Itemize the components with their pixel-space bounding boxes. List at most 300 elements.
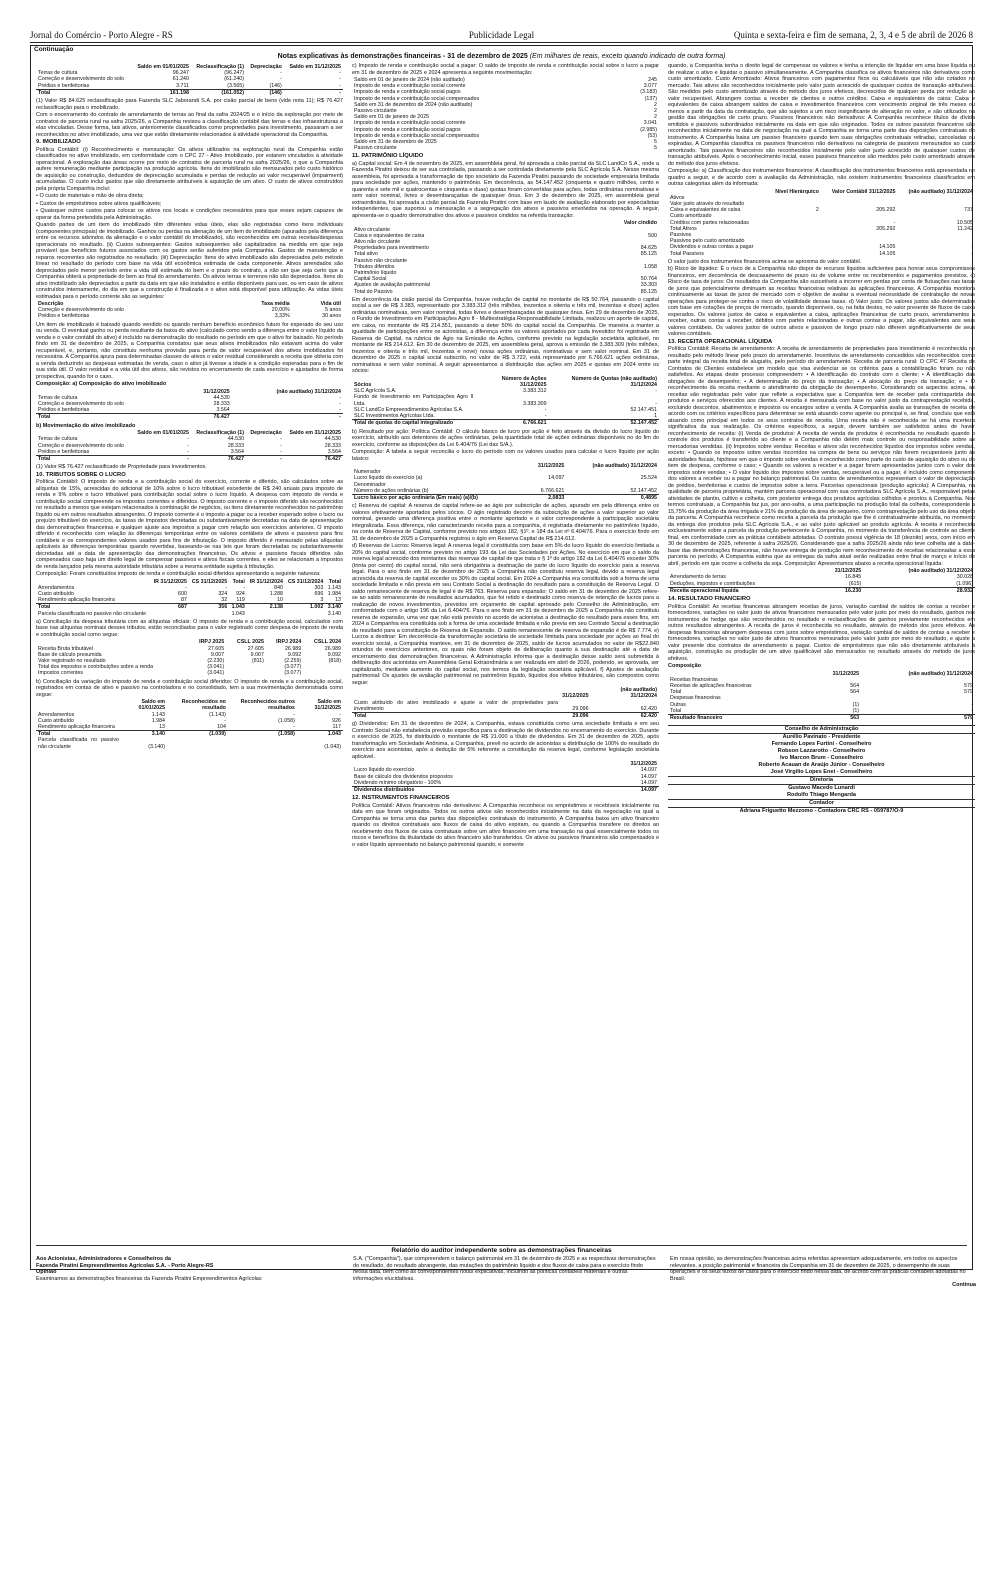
table-cell-value: 13 (335, 597, 341, 604)
table-row-label: Correção e desenvolvimento do solo (38, 442, 124, 449)
table-cell-value: 2 (654, 108, 657, 115)
paragraph: d) Reservas de Lucros: Reserva legal: A reserva legal é constituída com base em 5% do lucro líquido do exercício limitada a 20% do capital social, conforme previsto no artigo 193 da Lei das Sociedades por Ações. No exercício em que o saldo da reserva legal acrescido dos montantes das reservas de capital de que trata o § 1º do artigo 182 da Lei 6.404/76 exceder 30% (trinta por cento) do capital social, não será obrigatória a destinação de parte do lucro líquido do exercício para a reserva legal. Para o ano findo em 31 de dezembro de 2025 a Companhia não constituiu reserva legal, devido a reserva legal acrescida da reserva de capital exceder os 30% do capital social. Em 2024 a Companhia era constituída sob a forma de uma sociedade limitada e não previa em seu Contrato Social a destinação do resultado para a constituição de Reserva Legal. O saldo remanescente de reserva de legal é de R$ 763. Reserva para expansão: O saldo em 31 de dezembro de 2025 refere-se ao saldo remanescente de resultados acumulados, que foi retido e destinado como reserva de retenção de lucros para a realização de novos investimentos, previstos em orçamento de capital aprovado pelo Conselho de Administração, em conformidade com o artigo 196 da Lei 6.404/76. Para o ano findo em 31 de dezembro de 2025 a Companhia não constituiu reserva de expansão, uma vez que não está previsto no acordo de acionistas a destinação do resultado para esses fins, em 2024 a Companhia era constituída sob a forma de uma sociedade limitada e não previa em seu Contrato Social a destinação do resultado para a constituição de Reserva de Expansão. O saldo remanescente de reserva de expansão é de R$ 7.774. e) Lucros a destinar: Em decorrência da transformação societária de sociedade limitada para sociedade por ações ao final do exercício social, a Companhia manteve, em 31 de dezembro de 2025, saldo de lucros acumulados no valor de R$22.840 oriundos de exercícios anteriores, os quais não foram objeto de deliberação quanto à sua destinação até a data de encerramento das demonstrações financeiras. A Administração informa que a destinação desse saldo será submetida à deliberação dos acionistas em Assembleia Geral Extraordinária a ser realizada em abril de 2026, podendo, se aprovada, ser capitalizado, mediante aumento do capital social, nos termos da legislação societária aplicável. f) Ajustes de avaliação patrimonial: Os ajustes de avaliação patrimonial no patrimônio líquido, líquidos dos efeitos tributários, são compostos como segue: (352, 543, 659, 686)
table-row-label: Custo atribuído do ativo imobilizado e ajuste a valor de propriedades para investimento (354, 699, 559, 712)
table-header-cell: Vida útil (320, 301, 341, 308)
table-cell-value: 924 (236, 591, 245, 598)
table-row (352, 780, 659, 787)
table-row-label: Numerador (354, 469, 381, 476)
table-cell-value: - (339, 407, 341, 414)
table-deferred-taxes (36, 579, 343, 617)
table-cell-value: 6.766.621 (475, 420, 548, 427)
table-header-cell: Taxa média (261, 301, 290, 308)
bullet-item: • Custos de empréstimos sobre ativos qualificáveis; (36, 200, 162, 207)
table-cell-value: 16.230 (813, 587, 863, 594)
table-cell-value: 16.845 (845, 574, 862, 581)
section-heading: 11. PATRIMÔNIO LÍQUIDO (352, 153, 424, 160)
paragraph: b) Risco de liquidez: É o risco de a Companhia não dispor de recursos líquidos suficientes para honrar seus compromissos financeiros, em decorrência de descasamento de prazo ou de volume entre os recebimentos e pagamentos previstos. c) Risco de taxa de juros: Os resultados da Companhia são suscetíveis a incorrer em perdas por conta de flutuações nas taxas de juros que potencialmente diminuam as receitas financeiras relativas às aplicações financeiras. A Companhia monitora continuamente as taxas de juros de mercado com o objetivo de avaliar a eventual necessidade de contratação de novas operações para proteger-se contra o risco de volatilidade dessas taxas. d) Valor justo: Os valores justos são determinados com base em cotações de preços de mercado, quando disponíveis, ou, na falta destes, no valor presente de fluxos de caixa esperados. Os valores justos de caixa e equivalentes a caixa, aplicações financeiras de curto prazo, arrendamentos a receber, outras contas a receber, débitos com partes relacionadas e outras contas a pagar, são equivalentes aos seus valores contábeis. Os valores justos de outros ativos e passivos de longo prazo não diferem significativamente de seus valores contábeis. (668, 266, 975, 338)
table-row (352, 394, 659, 406)
paragraph: b) Resultado por ação: Política Contábil: O cálculo básico de lucro por ação é feito através da divisão do lucro líquido do exercício, atribuído aos detentores de ações ordinárias, pela quantidade total de ações ordinárias disponíveis no do fim do exercício, conforme as disposições da Lei 6.404/76 (Lei das S/A.). (352, 428, 659, 448)
paragraph: Com o encerramento do contrato de arrendamento de terras ao final da safra 2024/25 e o início da exploração por meio de contratos de parceria rural na safra 2025/26, a Companhia revisou a classificação contábil das terras e das infraestruturas a elas vinculadas. Desse forma, tais ativos, anteriormente classificados como propriedades para investimento, passaram a ser reconhecidos no ativo imobilizado, uma vez que estão diretamente relacionados à atividade operacional da Companhia. (36, 112, 343, 138)
table-cell-value (167, 737, 228, 749)
table-cell-value: 5 (654, 139, 657, 146)
table-cell-value: 1.043 (231, 610, 245, 617)
table-cell-value: 26.989 (324, 645, 341, 652)
table-row-label: Base de cálculo presumida (38, 651, 102, 658)
table-cell-value: - (655, 388, 657, 395)
table-cell-value (151, 611, 189, 617)
subheading: Composição (668, 663, 702, 670)
table-header-cell: 31/12/2025 (630, 761, 657, 768)
table-cell-value: 14.105 (879, 244, 896, 251)
table-cell-value: 926 (332, 717, 341, 724)
table-cell-value: 96.247 (172, 70, 189, 77)
table-row-label: Saldo em 01 de janeiro de 2024 (não auditado) (354, 77, 465, 83)
table-cell-value: - (187, 448, 189, 455)
subheading: Composição: a) Composição do ativo imobilizado (36, 381, 167, 388)
table-row-label: Resultado financeiro (668, 714, 810, 721)
table-cell-value: 50.764 (640, 276, 657, 283)
table-cell-value: (1.143) (209, 711, 226, 718)
table-header-cell: CSLL 2025 (236, 639, 264, 646)
table-cell-value: - (185, 584, 187, 591)
table-cell-value: - (293, 723, 295, 730)
table-cell-value: 30.028 (956, 574, 973, 581)
table-cell-value: 2 (654, 114, 657, 121)
table-header-cell: Número de Ações 31/12/2025 (501, 375, 547, 389)
table-row (36, 597, 343, 604)
table-row-label: Correção e desenvolvimento do solo (38, 307, 124, 314)
column-1 (36, 63, 343, 1264)
directors-title: Diretoria (668, 776, 975, 785)
table-cell-value: 1.043 (297, 731, 343, 738)
table-row-label: Receitas financeiras (670, 676, 718, 683)
table-row-label: Custo amortizado (670, 213, 712, 220)
table-header-cell: Saldo em 31/12/2025 (314, 699, 341, 712)
table-row-label: Caixa e equivalentes de caixa (670, 207, 741, 214)
table-row-label: Ajustes de avaliação patrimonial (354, 282, 430, 289)
table-cell-value: 30 anos (322, 313, 341, 320)
table-row-label: Passivos (670, 231, 692, 238)
table-row-label: Patrimônio líquido (354, 270, 397, 277)
table-total-row (352, 787, 659, 794)
table-row-label: Despesas financeiras (670, 695, 721, 702)
paragraph: Composição: Foram constituídos imposto de renda e contribuição social diferidos apresentando a seguinte natureza: (36, 571, 321, 578)
column-3 (668, 63, 975, 1264)
section-heading: 9. IMOBILIZADO (36, 139, 81, 146)
table-row-label: Prédios e benfeitorias (38, 407, 90, 414)
table-cell-value: 303 (314, 584, 324, 591)
table-header-cell (352, 687, 560, 699)
table-cell-value: 52.147.451 (630, 406, 657, 413)
table-row-label: Imposto de renda e contribuição social compensados (354, 95, 480, 102)
table-cell-value: - (224, 717, 226, 724)
table-cell-value: 29.096 (572, 705, 589, 712)
table-row-label: Imposto de renda e contribuição social pagos (354, 89, 461, 96)
table-header-cell: CS 31/12/2024 (287, 578, 324, 585)
table-fixed-assets-composition (36, 389, 343, 421)
table-header-cell: Saldo em 01/01/2025 (137, 64, 189, 70)
table-header-cell: Total (232, 578, 245, 585)
table-cell-value: 356 (189, 604, 229, 611)
table-row-label: Prédios e benfeitorias (38, 448, 90, 455)
table-header-cell: Nível Hierárquico (775, 188, 819, 195)
table-row-label: Total ativo (354, 251, 378, 258)
table-cell-value: 205.292 (876, 207, 896, 214)
table-cell-value: - (280, 448, 282, 455)
table-cell-value: 29.096 (560, 713, 591, 720)
table-header-cell: Descrição (38, 301, 64, 308)
table-cell-value: 2 (654, 101, 657, 108)
table-cell-value: 1.984 (151, 717, 166, 724)
table-total-row (36, 455, 343, 462)
paragraph: Composição: a) Classificação dos instrumentos financeiros: A classificação dos instrumentos financeiros está apresentada no quadro a seguir, e de acordo com a avaliação da Administração, não existem instrumentos financeiros classificados em outras categorias além da informada: (668, 168, 975, 187)
table-total-row (352, 420, 659, 427)
accountant-title: Contador (668, 799, 975, 808)
masthead-newspaper: Jornal do Comércio - Porto Alegre - RS (30, 30, 173, 40)
table-row-label: Tributos diferidos (354, 263, 395, 270)
table-row (36, 83, 343, 90)
table-cell-value: 3.564 (327, 448, 341, 455)
table-cell-value: 14.105 (879, 250, 896, 257)
table-cell-value: 76.427 (284, 455, 343, 462)
table-row-label: Custo atribuído (38, 717, 74, 724)
table-cell-value: 1.143 (327, 584, 341, 591)
table-cell-value: 44.530 (227, 436, 245, 443)
table-row-label: Arrendamentos (38, 711, 75, 718)
table-row-label: Valor registrado no resultado (38, 657, 106, 664)
table-cell-value: 3 (320, 597, 324, 604)
table-cell-value: 2 (815, 207, 819, 214)
table-cell-value: (96.247) (224, 70, 245, 77)
table-cell-value: 87 (180, 597, 187, 604)
table-row-label: Total (36, 731, 121, 738)
table-header-cell: Total (328, 578, 341, 585)
addressee: Aos Acionistas, Administradores e Conselheiros da (36, 1256, 171, 1262)
table-cell-value: 563 (810, 714, 861, 721)
table-cell-value (247, 611, 285, 617)
table-header-cell: CS 31/12/2025 (191, 578, 228, 585)
table-cell-value: 1 (654, 413, 657, 420)
table-cell-value: (146) (269, 82, 282, 89)
table-cell-value: 205.292 (876, 225, 896, 232)
table-header-cell: 31/12/2025 (537, 463, 565, 469)
table-cell-value: 28.333 (213, 401, 230, 408)
table-cell-value: 14.097 (640, 779, 657, 786)
table-cell-value: 1.058 (643, 263, 657, 270)
auditor-report-title: Relatório do auditor independente sobre as demonstrações financeiras (391, 1247, 612, 1254)
column-2 (352, 63, 659, 1264)
table-cell-value: 52.147.452 (549, 420, 659, 427)
table-cell-value: 26.989 (284, 645, 302, 652)
paragraph: O valor justo dos instrumentos financeiros acima se aproxima do valor contábil. (668, 258, 862, 265)
legal-notice-frame (30, 45, 976, 1288)
table-cell-value: (1.058) (278, 717, 295, 724)
table-cell-value: (146) (246, 89, 284, 96)
table-cell-value (303, 670, 343, 676)
table-cell-value: - (339, 76, 341, 83)
table-cell-value: 3.140 (325, 604, 343, 611)
bullet-item: • Quaisquer outros custos para colocar os ativos nos locais e condições necessários para que esses sejam capazes de operar da forma pretendida pela Administração. (36, 208, 343, 221)
table-cell-value: 3.564 (216, 407, 230, 414)
table-cell-value: 85.125 (640, 288, 657, 295)
paragraph: a) Conciliação da despesa tributária com as alíquotas oficiais: O imposto de renda e a contribuição social, calculados com base nas alíquotas nominais desses tributos, estão reconciliados para o valor registrado como despesa de imposto de renda e contribuição social como segue: (36, 618, 343, 638)
table-cell-value: 579 (964, 689, 973, 696)
table-row-label: Caixa e equivalentes de caixa (354, 232, 425, 239)
company-name: Fazenda Piratini Empreendimentos Agrícolas S.A. - Porto Alegre-RS (36, 1262, 214, 1269)
table-row-label: Saldo em 31 de dezembro de 2025 (354, 139, 437, 146)
table-row (36, 407, 343, 414)
table-cell-value: 324 (218, 591, 228, 598)
table-cell-value: - (971, 244, 973, 251)
table-row (668, 581, 975, 588)
table-row-label: Total (670, 707, 682, 714)
table-cell-value: 1.984 (327, 591, 341, 598)
table-total-row (36, 89, 343, 96)
table-cell-value: (3.183) (640, 89, 657, 96)
table-header-cell: Reclassificação (1) (196, 430, 245, 437)
table-row (36, 449, 343, 456)
table-row-label: Número de ações ordinárias (b) (354, 487, 429, 494)
table-row-label: Denominador (354, 481, 386, 488)
table-cell-value: 117 (332, 723, 341, 730)
table-useful-life (36, 301, 343, 320)
paragraph: Composição: A tabela a seguir reconcilia o lucro do período com os valores usados para calcular o lucro líquido por ação básico: (352, 449, 659, 462)
continues-label: Continua (952, 1282, 976, 1288)
table-cell-value: - (187, 442, 189, 449)
board-member: Roberto Acauan de Araújo Júnior - Conselheiro (758, 762, 885, 769)
table-header-cell: Depreciação (250, 430, 282, 437)
notes-title-text: Notas explicativas às demonstrações financeiras - 31 de dezembro de 2025 (277, 53, 528, 60)
table-cell-value: - (284, 89, 343, 96)
table-cell-value: 61.240 (172, 76, 189, 83)
table-cell-value: 1.288 (269, 591, 283, 598)
table-cell-value: - (971, 250, 973, 257)
table-header-cell: Número de Quotas (não auditado) 31/12/2024 (571, 375, 657, 389)
note-text: (1) Valor R$ 76.427 reclassificado de Propriedade para investimentos. (36, 464, 207, 471)
table-row-label: Total (670, 689, 682, 696)
table-cell-value (189, 611, 229, 617)
table-cell-value: 245 (648, 77, 657, 83)
table-row-label: Impostos correntes (38, 670, 84, 677)
table-cell-value: - (187, 436, 189, 443)
table-header-cell: 31/12/2025 (562, 693, 589, 700)
table-tax-reconciliation (36, 639, 343, 676)
table-cell-value: - (280, 76, 282, 83)
table-cell-value: 1.043 (229, 604, 247, 611)
table-row-label: Propriedades para investimento (354, 245, 429, 252)
table-cell-value: 579 (964, 682, 973, 689)
table-row-label: Receitas de aplicações financeiras (670, 682, 752, 689)
section-heading: 10. TRIBUTOS SOBRE O LUCRO (36, 471, 126, 478)
table-cell-value: 44.530 (324, 436, 341, 443)
table-cell-value: 25.524 (640, 475, 657, 482)
table-row-label: Total Ativos (670, 225, 697, 232)
board-title: Conselho de Administração (668, 726, 975, 734)
table-cell-value: (137) (644, 95, 657, 102)
table-cell-value: 2.138 (247, 604, 285, 611)
table-cell-value: - (339, 394, 341, 401)
board-member: José Virgílio Lopes Enei - Conselheiro (770, 769, 873, 776)
table-row-label: Total (36, 604, 151, 611)
table-cell-value: - (280, 442, 282, 449)
paragraph: g) Dividendos: Em 31 de dezembro de 2024, a Companhia, estava constituída como uma sociedade limitada e em seu Contrato Social não estabelecia previsão específica para a destinação de dividendos no encerramento do exercício. Durante o exercício de 2025, foi distribuído o montante de R$ 21.000 a título de dividendos. Em 31 de dezembro de 2025, após transformação em Sociedade Anônima, a Companhia, prevê no acordo de acionistas a distribuição de 100% do resultado do exercício aos acionistas, após a dedução de 5% referente a constituição da reserva legal, conforme legislação societária aplicável. (352, 721, 659, 760)
paragraph: Um item de imobilizado é baixado quando vendido ou quando nenhum benefício econômico futuro for esperado do seu uso ou venda. O eventual ganho ou perda resultante da baixa do ativo (calculado como sendo a diferença entre o valor líquido da venda e o valor contábil do ativo) é incluído na demonstração do resultado no período em que o ativo for baixado. No período findo em 31 de dezembro de 2025, a Companhia constatou que seus ativos imobilizados não estavam acima do valor recuperável, e, portanto, não constituiu nenhuma provisão para perda de valor recuperável dos ativos imobilizados foi necessária. A Companhia apura para determinadas classes de ativos o valor residual considerando a receita que obteria com a venda deduzindo as despesas estimadas de venda, caso o ativo já tivesse a idade e a condição esperadas para o fim de sua vida útil. O valor residual e a vida útil dos ativos, são revistos no encerramento de cada exercício e ajustados de forma prospectiva, quando for o caso. (36, 321, 343, 380)
table-total-row (36, 731, 343, 738)
table-cell-value: - (971, 701, 973, 708)
table-row (36, 313, 343, 319)
table-cell-value: 840 (274, 584, 283, 591)
table-total-row (668, 587, 975, 594)
table-cell-value: 1.002 (285, 604, 325, 611)
paragraph: Política Contábil: As receitas financeiras abrangem receitas de juros, variação cambial de saldos de contas a receber e fornecedores, variações no valor justo de ativos financeiros mensurados pelo valor justo por meio do resultado, ganhos nos instrumentos de hedge que são reconhecidos no resultado e reclassificações de ganhos previamente reconhecidos em outros resultados abrangentes. A receita de juros é reconhecida no resultado, através do método dos juros efetivos. As despesas financeiras abrangem despesas com juros sobre empréstimos, variação cambial de saldos de contas a receber e fornecedores, variações no valor justo de ativos financeiros mensurados pelo valor justo por meio do resultado, e ajuste a valor presente dos contratos de arrendamento a pagar. Custos de empréstimos que não são diretamente atribuíveis à aquisição, construção ou produção de um ativo qualificável são mensurados no resultado através do método de juros efetivos. (668, 603, 975, 662)
table-cell-value: 3.383.312 (522, 388, 547, 395)
table-cell-value: (3.041) (207, 664, 225, 671)
table-total-row (668, 714, 975, 721)
table-row-label: Dividendos e outras contas a pagar (670, 244, 754, 251)
table-row-label: SLC LandCo Empreendimentos Agrícolas S.A. (354, 406, 464, 413)
table-fixed-assets-movement (36, 430, 343, 462)
table-cell-value: (1) (852, 707, 860, 714)
table-header-cell: Valor Contábil 31/12/2025 (831, 188, 896, 195)
table-header-cell: 31/12/2025 (832, 670, 860, 677)
table-cell-value: (3.077) (284, 670, 302, 677)
table-header-cell: Depreciação (250, 64, 282, 70)
table-cell-value: - (339, 82, 341, 89)
table-taxes-payable (352, 77, 659, 151)
section-heading: 12. INSTRUMENTOS FINANCEIROS (352, 795, 450, 802)
table-cell-value: 84.625 (640, 245, 657, 252)
table-header-cell: Reclassificação (1) (196, 64, 245, 70)
table-cell-value: 3.711 (176, 82, 189, 89)
table-cell-value: 14.097 (640, 767, 657, 774)
table-row (36, 670, 343, 676)
paragraph: Política Contábil: O imposto de renda e a contribuição social do exercício, corrente e diferido, são calculados sobre as alíquotas de 15%, acrescidas do adicional de 10% sobre o lucro tributável excedente de R$ 240 anuais para imposto de renda e 9% sobre o lucro tributável para contribuição social sobre o lucro líquido. A despesa com imposto de renda e contribuição social compreende os impostos correntes e diferidos. O imposto corrente e o imposto diferido são reconhecidos no resultado a menos que estejam relacionados à combinação de negócios, ou itens diretamente reconhecidos no patrimônio líquido ou em outros resultados abrangentes. O imposto corrente é o imposto a pagar ou a receber esperado sobre o lucro ou prejuízo tributável do exercício, às taxas de impostos decretadas ou substantivamente decretadas na data de apresentação das demonstrações financeiras e qualquer ajuste aos impostos a pagar com relação aos exercícios anteriores. O imposto diferido é reconhecido com relação às diferenças temporárias entre os valores contábeis de ativos e passivos para fins contábeis e os correspondentes valores usados para fins de tributação. O imposto diferido é mensurado pelas alíquotas aplicáveis às diferenças temporárias quando revertidas, baseando-se nas leis que foram decretadas ou substantivamente decretadas até a data de apresentação das demonstrações financeiras. Os ativos e passivos fiscais diferidos são compensados caso haja um direito legal de compensar passivos e ativos fiscais correntes, e eles se relacionam a impostos de renda lançados pela mesma autoridade tributária sobre a mesma entidade sujeita à tributação. (36, 479, 343, 570)
table-cell-value: (3.565) (227, 82, 245, 89)
table-cell-value: 579 (861, 714, 975, 721)
table-header-row (352, 376, 659, 388)
table-row (352, 413, 659, 420)
table-cell-value: 32 (221, 597, 228, 604)
table-cell-value: 3.041 (643, 120, 657, 127)
table-cell-value: 62.420 (591, 713, 659, 720)
table-cell-value: (2.259) (284, 657, 302, 664)
table-cell-value: 28.932 (863, 587, 975, 594)
continuation-label: Continuação (34, 46, 74, 53)
table-row-label: Total do Passivo (354, 288, 393, 295)
table-cell-value: - (225, 584, 228, 591)
table-row-label: Imposto de renda e contribuição social corrente (354, 83, 466, 90)
board-member: Ivo Marcon Brum - Conselheiro (780, 755, 863, 762)
table-cell-value: 10.505 (956, 219, 973, 226)
table-cell-value: - (339, 401, 341, 408)
table-row-label: Parcela classificada no passivo não circulante (38, 610, 147, 617)
table-header-cell: CSLL 2024 (314, 639, 341, 646)
table-financial-result (668, 671, 975, 722)
table-cell-value: - (280, 436, 282, 443)
table-earnings-per-share (352, 463, 659, 501)
table-cell-value: 14.097 (548, 475, 565, 482)
paragraph: Em nossa opinião, as demonstrações financeiras acima referidas apresentam adequadamente, em todos os aspectos relevantes, a posição patrimonial e financeira da Companhia em 31 de dezembro de 2025, o desempenho de suas operações e os seus fluxos de caixa para o exercício findo nessa data, de acordo com as práticas contábeis adotadas no Brasil. (670, 1256, 966, 1282)
table-cell-value: - (339, 70, 341, 77)
table-cell-value: (1.043) (324, 743, 341, 750)
paragraph: Quando partes de um item do imobilizado têm diferentes vidas úteis, elas são registradas como itens individuais (componentes principais) de imobilizado. Ganhos ou perdas na alienação de um item do imobilizado (apurados pela diferença entre os recursos advindos da alienação e o valor contábil do imobilizado), são reconhecidos em outras receitas/despesas operacionais no resultado. (ii) Custos subsequentes: Gastos subsequentes são capitalizados na medida em que seja provável que benefícios futuros associados com os gastos serão auferidos pela Companhia. Gastos de manutenção e reparos recorrentes são registrados no resultado. (iii) Depreciação: Itens do ativo imobilizado são depreciados pelo método linear no resultado do período com base na vida útil econômica estimada de cada componente. Ativos arrendados são depreciados pelo menor período entre a vida útil estimada do bem e o prazo do contrato, a não ser que seja certo que a Companhia obterá a propriedade do bem ao final do arrendamento. Os ativos terras e terrenos não são depreciados. Itens do ativo imobilizado são depreciados a partir da data em que são instalados e estão disponíveis para uso, ou em caso de ativos construídos internamente, do dia em que a construção é finalizada e o ativo está disponível para utilização. As vidas úteis estimadas para o período corrente são as seguintes: (36, 222, 343, 300)
table-row-label: Dividendo mínimo obrigatório - 100% (354, 779, 442, 786)
notes-title (31, 53, 972, 60)
table-cell-value: 76.427 (191, 455, 246, 462)
table-cell-value: 3.140 (121, 731, 167, 738)
table-cell-value: (61.240) (224, 76, 245, 83)
table-header-cell: (não auditado) 31/12/2024 (908, 568, 973, 575)
board-signatures (668, 725, 975, 815)
table-header-row (352, 687, 659, 699)
table-cell-value: 3.140 (327, 610, 341, 617)
table-cell-value: 161.198 (132, 89, 191, 96)
table-row-label: Fundo de Investimento em Participações Agro II Ltda. (354, 394, 474, 407)
table-header-row (36, 699, 343, 711)
table-shareholders (352, 376, 659, 427)
table-header-cell: (não auditado) 31/12/2024 (592, 463, 657, 469)
table-row-label: Ativo circulante (354, 226, 390, 233)
table-cell-value: 1.143 (151, 711, 166, 718)
table-header-cell: Valor cindido (623, 220, 657, 227)
table-row-label: Lucro básico por ação ordinária (Em reais) (a)/(b) (352, 495, 525, 502)
table-row-label: Prédios e benfeitorias (38, 313, 90, 320)
table-cell-value: (1.039) (167, 731, 228, 738)
bullet-item: • O custo de materiais e mão de obra direta; (36, 193, 144, 200)
table-cell-value: (811) (251, 657, 264, 664)
opinion-heading: Opinião (36, 1269, 57, 1275)
table-cell-value: 696 (314, 591, 324, 598)
table-row-label: Passivos pelo custo amortizado (670, 238, 745, 245)
table-row-label: Custo atribuído (38, 591, 74, 598)
notes-columns (36, 63, 976, 1288)
table-cell-value: - (893, 219, 896, 226)
table-cell-value: (3.140) (148, 743, 166, 750)
table-header-cell: Saldo em 01/01/2025 (137, 430, 189, 437)
table-row-label: Total de quotas do capital integralizado (352, 420, 475, 427)
table-header-cell: Saldo em 31/12/2025 (289, 430, 341, 437)
table-row-label: Correção e desenvolvimento do solo (38, 401, 124, 408)
table-row-label: Passivo circulante (354, 145, 397, 152)
table-cell-value: 564 (850, 682, 860, 689)
table-cell-value: 5 anos (325, 307, 341, 314)
auditor-report (36, 1245, 976, 1288)
table-row-label: Imposto de renda e contribuição social compensados (354, 132, 480, 139)
masthead-date-page: Quinta e sexta-feira e fim de semana, 2, 3, 4 e 5 de abril de 2026 8 (733, 30, 973, 40)
director-name: Gustavo Macedo Lunardi (788, 785, 855, 792)
table-cell-value: - (544, 406, 547, 413)
table-row-label: Rendimento aplicação financeira (38, 597, 115, 604)
table-header-cell: (não auditado) 31/12/2024 (276, 388, 341, 395)
table-row-label: Total Passivos (670, 250, 704, 257)
table-valuation-adjustments (352, 687, 659, 719)
table-header-cell: Reconhecidos outros resultados (240, 699, 295, 712)
table-cell-value: (1) (852, 701, 860, 708)
table-cell-value: 119 (236, 597, 245, 604)
table-row (352, 145, 659, 151)
masthead (30, 30, 973, 43)
table-cell-value: 104 (217, 723, 226, 730)
table-cell-value: 3.564 (230, 448, 245, 455)
paragraph: c) Imposto de renda e contribuição social a pagar: O saldo de imposto de renda e contribuição social sobre o lucro a pagar em 31 de dezembro de 2025 e 2024 apresenta a seguinte movimentação: (352, 63, 659, 76)
table-row (352, 289, 659, 295)
table-cell-value: 27.605 (207, 645, 225, 652)
table-cell-value: - (280, 70, 282, 77)
table-row-label: Lucro líquido do exercício (a) (354, 475, 423, 482)
table-cell-value: - (971, 707, 973, 714)
table-cell-value: 500 (648, 232, 657, 239)
table-header-cell: (não auditado) 31/12/2024 (908, 670, 973, 677)
